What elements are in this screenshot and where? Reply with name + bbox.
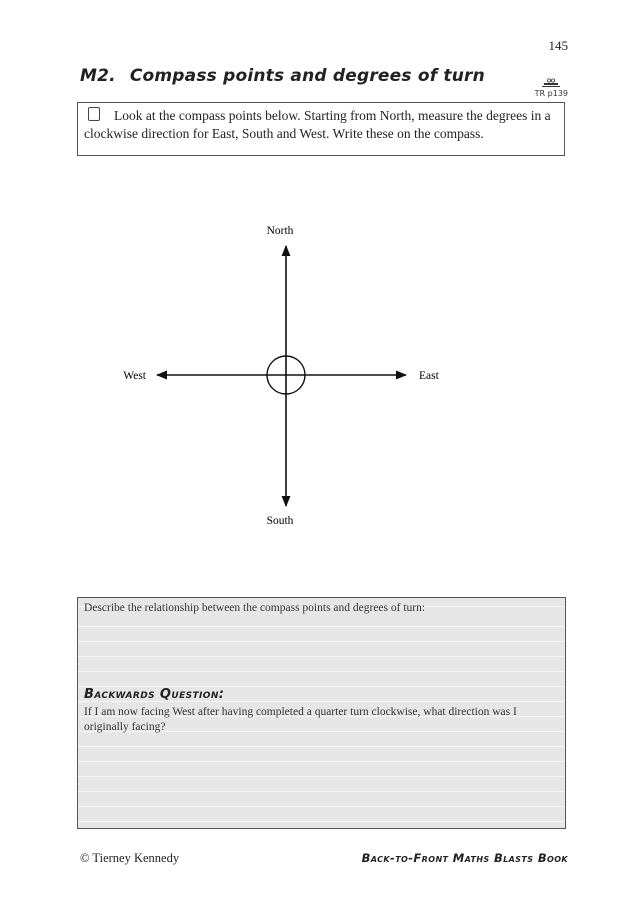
activity-code: M2. [80, 66, 116, 86]
checkbox-icon[interactable] [88, 107, 100, 121]
answer-box[interactable] [77, 597, 566, 829]
activity-title: Compass points and degrees of turn [129, 66, 485, 86]
describe-prompt: Describe the relationship between the compass points and degrees of turn: [84, 602, 426, 614]
backwards-question-heading: Backwards Question: [84, 687, 225, 702]
north-label: North [266, 225, 294, 237]
instruction-box [77, 102, 565, 156]
instruction-text: Look at the compass points below. Starting from North, measure the degrees in a clockwise direction for East, South and West. Write these on the compass. [84, 108, 551, 141]
teacher-reference [535, 78, 568, 98]
east-label: East [419, 370, 439, 382]
footer-copyright: © Tierney Kennedy [80, 851, 180, 865]
footer-book-title: Back-to-Front Maths Blasts Book [361, 851, 568, 865]
teacher-reference-label: TR p139 [534, 89, 568, 98]
backwards-question-text: If I am now facing West after having completed a quarter turn clockwise, what direction was I originally facing? [84, 706, 517, 733]
compass-centre-circle [267, 356, 305, 394]
west-label: West [123, 370, 146, 382]
south-label: South [266, 515, 294, 527]
page-number: 145 [548, 38, 568, 53]
page-title [80, 66, 485, 86]
teacher-resource-icon [540, 78, 562, 88]
